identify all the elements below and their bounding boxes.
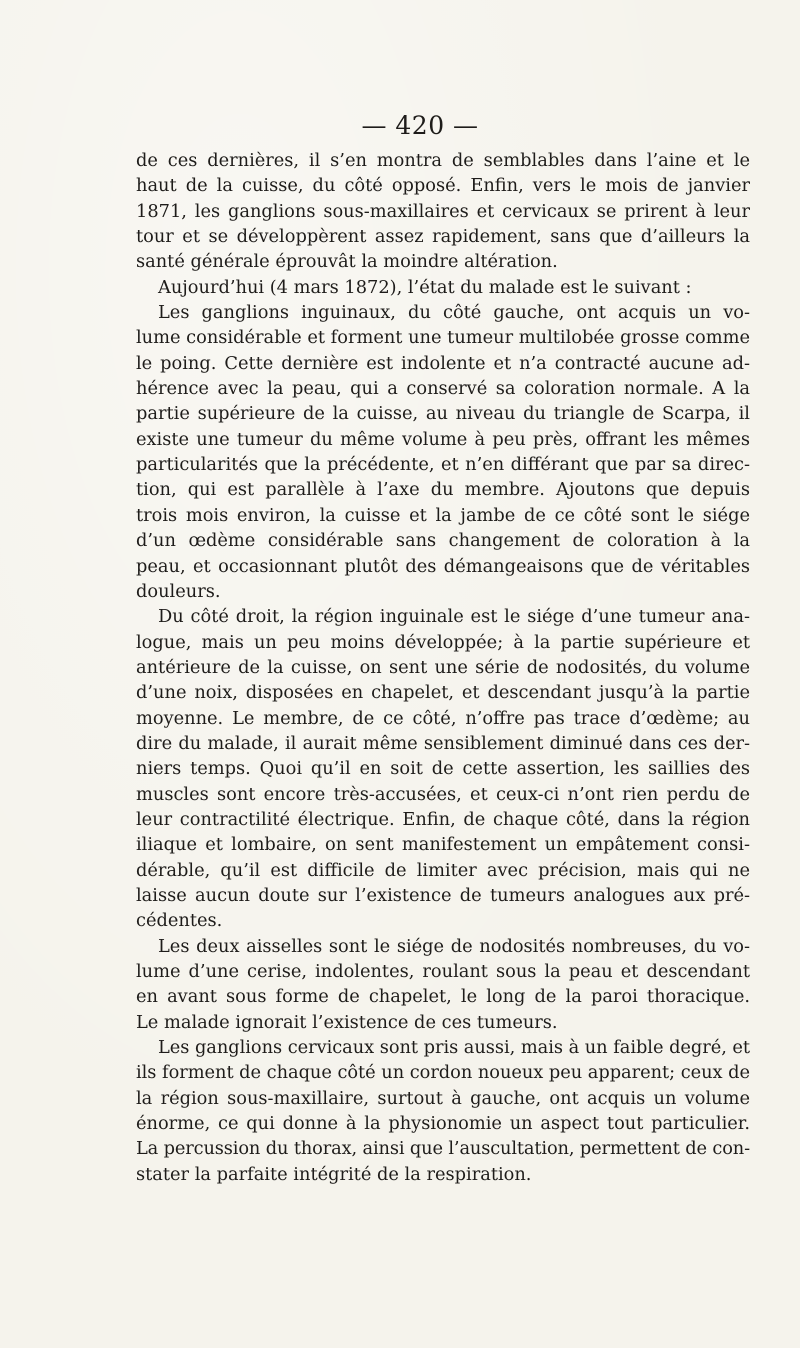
text-line: Le malade ignorait l’existence de ces tumeurs.: [136, 1011, 558, 1033]
text-line: Les deux aisselles sont le siége de nodosités nombreuses, du vo-: [158, 935, 750, 957]
text-line: lume considérable et forment une tumeur multilobée grosse comme: [136, 327, 750, 349]
text-line: tion, qui est parallèle à l’axe du membre. Ajoutons que depuis: [136, 479, 750, 501]
text-line: existe une tumeur du même volume à peu près, offrant les mêmes: [136, 428, 750, 450]
text-line: en avant sous forme de chapelet, le long de la paroi thoracique.: [136, 986, 750, 1008]
text-line: d’un œdème considérable sans changement de coloration à la: [136, 530, 750, 552]
text-line: ils forment de chaque côté un cordon noueux peu apparent; ceux de: [136, 1062, 750, 1084]
text-line: d’une noix, disposées en chapelet, et descendant jusqu’à la partie: [136, 682, 750, 704]
text-line: la région sous-maxillaire, surtout à gauche, ont acquis un volume: [136, 1087, 750, 1109]
text-line: haut de la cuisse, du côté opposé. Enfin, vers le mois de janvier: [136, 175, 750, 197]
page-number: — 420 —: [361, 111, 479, 140]
text-line: cédentes.: [136, 910, 223, 932]
text-line: tour et se développèrent assez rapidement, sans que d’ailleurs la: [136, 226, 750, 248]
text-line: Aujourd’hui (4 mars 1872), l’état du malade est le suivant :: [158, 276, 692, 298]
text-line: hérence avec la peau, qui a conservé sa coloration normale. A la: [136, 378, 750, 400]
text-line: douleurs.: [136, 580, 221, 602]
text-line: Du côté droit, la région inguinale est le siége d’une tumeur ana-: [158, 606, 750, 628]
text-line: santé générale éprouvât la moindre altération.: [136, 251, 558, 273]
text-line: lume d’une cerise, indolentes, roulant sous la peau et descendant: [136, 961, 750, 982]
text-line: iliaque et lombaire, on sent manifestement un empâtement consi-: [136, 834, 750, 856]
text-line: trois mois environ, la cuisse et la jambe de ce côté sont le siége: [136, 504, 750, 526]
text-line: leur contractilité électrique. Enfin, de chaque côté, dans la région: [136, 808, 750, 830]
text-line: particularités que la précédente, et n’en différant que par sa direc-: [136, 454, 750, 476]
text-line: logue, mais un peu moins développée; à la partie supérieure et: [136, 631, 750, 653]
text-line: Les ganglions inguinaux, du côté gauche, ont acquis un vo-: [158, 302, 750, 324]
text-line: muscles sont encore très-accusées, et ceux-ci n’ont rien perdu de: [136, 783, 750, 805]
text-line: dérable, qu’il est difficile de limiter avec précision, mais qui ne: [136, 859, 750, 881]
text-line: dire du malade, il aurait même sensiblement diminué dans ces der-: [136, 732, 750, 754]
text-line: Les ganglions cervicaux sont pris aussi, mais à un faible degré, et: [158, 1037, 751, 1059]
text-line: moyenne. Le membre, de ce côté, n’offre pas trace d’œdème; au: [136, 707, 750, 729]
text-line: peau, et occasionnant plutôt des démangeaisons que de véritables: [136, 555, 750, 577]
text-line: le poing. Cette dernière est indolente et n’a contracté aucune ad-: [136, 352, 750, 374]
body-text: [136, 148, 750, 1187]
text-line: niers temps. Quoi qu’il en soit de cette assertion, les saillies des: [136, 758, 750, 780]
text-line: énorme, ce qui donne à la physionomie un aspect tout particulier.: [136, 1113, 750, 1135]
text-line: stater la parfaite intégrité de la respiration.: [136, 1163, 532, 1185]
text-line: laisse aucun doute sur l’existence de tumeurs analogues aux pré-: [136, 884, 750, 906]
text-line: de ces dernières, il s’en montra de semblables dans l’aine et le: [136, 150, 750, 171]
text-line: 1871, les ganglions sous-maxillaires et cervicaux se prirent à leur: [136, 200, 750, 222]
text-line: antérieure de la cuisse, on sent une série de nodosités, du volume: [136, 656, 750, 678]
text-line: La percussion du thorax, ainsi que l’auscultation, permettent de con-: [136, 1138, 751, 1160]
text-line: partie supérieure de la cuisse, au niveau du triangle de Scarpa, il: [136, 403, 750, 425]
